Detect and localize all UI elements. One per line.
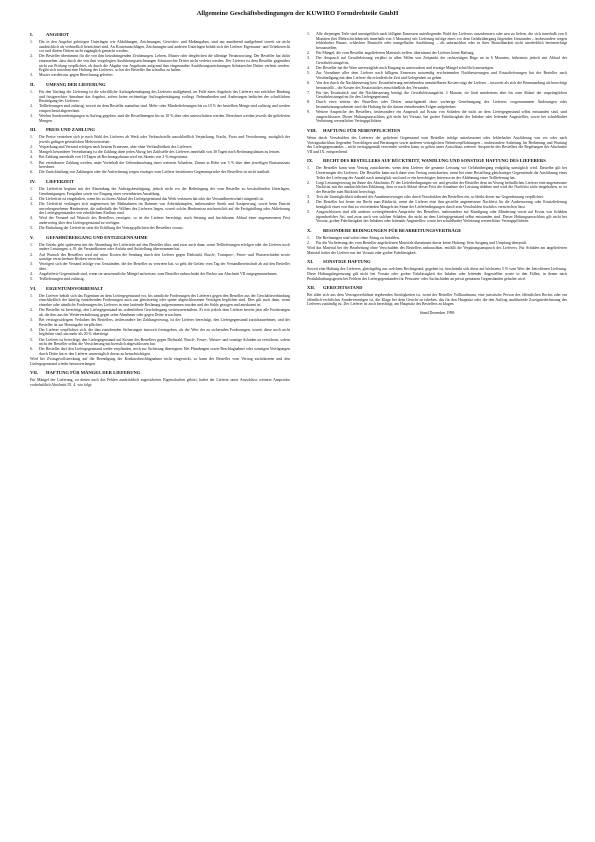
clause-text: Für die Vorlieferung des vom Besteller angelieferten Materials übernimmt dieser keine Haftung. Sein Ausgang und Umpfang überprüft.: [316, 241, 528, 246]
section-paragraph: Wird bei Zwangsvollstreckung auf die Beendigung der Konkursbeschlagnahme nicht eingewirkt, so kann der Besteller vom Vertrag zurücktreten und den Liefergegenstand wieder herausverlangen.: [30, 357, 290, 366]
clause-item: [307, 241, 567, 246]
clause-number: 6.: [307, 80, 310, 85]
clause-number: 9.: [307, 110, 310, 115]
left-column: [30, 32, 290, 392]
section-title: GEFAHRÜBERGANG UND ENTGEGENNAHME: [46, 234, 148, 240]
clause-number: 2.: [307, 180, 310, 185]
clause-number: 1.: [30, 40, 33, 44]
clause-text: Bei Zahlung innerhalb von 10 Tagen ab Rechnungsdatum wird ein Skonto von 2 % eingeräumt.: [39, 155, 188, 160]
section-title: HAFTUNG FÜR NEBENPFLICHTEN: [323, 128, 401, 134]
clause-text: Die Gefahr geht spätestens mit der Absendung der Lieferteile auf den Besteller über, und zwar auch dann, wenn Teillieferungen erfolgen oder der Lieferer noch andere Leistungen, z. B. die Versandkosten oder Anfuhr und Aufstellung übernommen hat.: [39, 242, 290, 252]
section: [307, 285, 567, 307]
section-heading: [30, 235, 290, 241]
clause-item: [307, 110, 567, 124]
clause-item: [307, 181, 567, 195]
clause-text: Der Besteller hat ferner ein Recht zum Rücktritt, wenn der Lieferer eine ihm gestellte angemessene Nachfrist für die Ausbesserung oder Ersatzlieferung bezüglich eines von ihm zu vertretenden Mangels im Sinne der Lieferbedingungen durch sein Verschulden fruchtlos verstreichen lässt.: [316, 200, 567, 209]
section-number: XI.: [307, 259, 314, 265]
clause-number: 1.: [30, 135, 33, 140]
clause-item: [307, 51, 567, 56]
clause-text: Von den durch die Nachbesserung bzw. Ersatzlieferung entstehenden unmittelbaren Kosten trägt der Lieferer – insoweit als sich die Beanstandung als berechtigt herausstellt – die Kosten des Ersatzstückes einschließlich des Versandes.: [316, 80, 567, 90]
clause-item: [30, 277, 290, 282]
section: [30, 370, 290, 387]
clause-number: 4.: [307, 200, 310, 205]
section-heading: [30, 32, 290, 38]
clause-text: Durch etwa seitens des Bestellers oder Dritter unsachgemäß ohne vorherige Genehmigung des Lieferers vorgenommene Änderungen oder Instandsetzungsarbeiten wird die Haftung für die daraus entstehenden Folgen aufgehoben.: [316, 100, 567, 110]
clause-text: Bei vertragswidrigem Verhalten des Bestellers, insbesondere bei Zahlungsverzug, ist der Lieferer berechtigt, den Liefergegenstand zurückzunehmen, und der Besteller ist zur Herausgabe verpflichtet.: [39, 318, 290, 327]
section-paragraph: Wenn durch Verschulden des Lieferers der gelieferte Gegenstand vom Besteller infolge unterlassener oder fehlerhafter Ausführung von vor oder nach Vertragsabschluss liegenden Vorschlägen und Beratungen sowie anderen vertraglichen Nebenverpflichtungen – insbesondere Anleitung für Bedienung und Wartung des Liefergegenstandes – nicht vertragsgemäß verwendet werden kann, so gelten unter Ausschluss weiterer Ansprüche des Bestellers die Regelungen der Abschnitte VII und IX. entsprechend.: [307, 136, 567, 154]
section-heading: [307, 228, 567, 234]
clause-number: 5.: [30, 226, 33, 231]
section: [30, 179, 290, 231]
clause-item: [30, 202, 290, 216]
clause-item: [30, 318, 290, 327]
clause-item: [30, 338, 290, 347]
clause-number: 1.: [30, 89, 33, 94]
clause-item: [307, 100, 567, 109]
section-number: X.: [307, 227, 312, 233]
clause-text: Teillieferungen sind zulässig, soweit sie dem Besteller zumutbar sind. Mehr- oder Minderlieferungen bis zu 10 % der bestellten Menge sind zulässig und werden entsprechend abgerechnet.: [39, 104, 290, 113]
clause-text: Die Zurückhaltung von Zahlungen oder die Aufrechnung wegen etwaiger vom Lieferer bestrittener Gegenansprüche des Bestellers ist nicht statthaft.: [39, 170, 271, 175]
clause-item: [30, 170, 290, 175]
clause-number: 3.: [307, 195, 310, 200]
section-title: ANGEBOT: [46, 32, 69, 37]
section-title: SONSTIGE HAFTUNG: [323, 259, 371, 265]
clause-text: Angelieferte Gegenstände sind, wenn sie unwesentliche Mängel aufweisen, vom Besteller unbeschadet der Rechte aus Abschnitt VII entgegenzunehmen.: [39, 272, 278, 277]
clause-text: Der Besteller darf den Liefergegenstand weder verpfänden, noch zur Sicherung übereignen. Bei Pfändungen sowie Beschlagnahme oder sonstigen Verfügungen durch Dritte hat er den Lieferer unverzüglich davon zu benachrichtigen.: [39, 347, 290, 356]
clause-item: [30, 216, 290, 225]
clause-number: 4.: [30, 327, 33, 332]
clause-text: Der Besteller kann vom Vertrag zurücktreten, wenn dem Lieferer die gesamte Leistung vor Gefahrübergang endgültig unmöglich wird. Dasselbe gilt bei Unvermögen des Lieferers. Der Besteller kann auch dann vom Vertrag zurücktreten, wenn bei einer Bestellung gleichartiger Gegenstände die Ausführung eines Teiles der Lieferung der Anzahl nach unmöglich wird und er ein berechtigtes Interesse an der Ablehnung einer Teillieferung hat.: [316, 166, 567, 180]
clause-item: [307, 195, 567, 200]
section-title: UMFANG DER LIEFERUNG: [46, 81, 106, 87]
clause-item: [307, 166, 567, 180]
clause-item: [30, 73, 290, 78]
clause-number: 3.: [30, 318, 33, 322]
clause-item: [30, 253, 290, 262]
clause-number: 1.: [30, 242, 33, 247]
clause-number: 3.: [30, 262, 33, 267]
section-paragraph: Bei allen sich aus dem Vertragsverhältnis ergebenden Streitigkeiten ist, wenn der Besteller Vollkaufmann, eine juristische Person des öffentlichen Rechts oder ein öffentlich-rechtliches Sondervermögen ist, die Klage bei dem Gericht zu erheben, das für den Hauptsitz oder die den Auftrag ausführende Zweigniederlassung des Lieferers zuständig ist. Der Lieferer ist auch berechtigt, am Hauptsitz des Bestellers zu klagen.: [307, 293, 567, 307]
clause-item: [30, 294, 290, 308]
clause-text: Die Rechnungen sind sofort ohne Abzug zu bezahlen.: [316, 235, 400, 240]
clause-item: [30, 272, 290, 277]
clause-text: Alle diejenigen Teile sind unentgeltlich nach billigem Ermessen unterliegender Wahl des Lieferers auszubessern oder neu zu liefern, die sich innerhalb von 6 Monaten (bei Mehrschichtbetrieb innerhalb von 3 Monaten) seit Lieferung infolge eines vor dem Gefahrübergang liegenden Umstandes – insbesondere wegen fehlerhafter Bauart, schlechter Baustoffe oder mangelhafter Ausführung – als unbrauchbar oder in ihrer Brauchbarkeit nicht unerheblich beeinträchtigt herausstellen.: [316, 32, 567, 50]
clause-text: Verpackung und Versand erfolgen nach bestem Ermessen, aber ohne Verbindlichkeit des Lieferers.: [39, 145, 193, 150]
clause-text: Für den Umfang der Lieferung ist die schriftliche Auftragsbestätigung des Lieferers maßgebend, im Falle eines Angebots des Lieferers mit zeitlicher Bindung und fristgerechter Annahme das Angebot, sofern keine rechtzeitige Auftragsbestätigung vorliegt. Nebenabreden und Änderungen bedürfen der schriftlichen Bestätigung des Lieferers.: [39, 89, 290, 104]
clause-text: Muster werden nur gegen Berechnung geliefert.: [39, 73, 114, 78]
clause-number: 4.: [30, 272, 33, 277]
section-number: VIII.: [307, 128, 317, 134]
section-number: IV.: [30, 179, 36, 184]
clause-text: Ausgeschlossen sind alle anderen weitergehenden Ansprüche des Bestellers, insbesondere auf Kündigung oder Minderung sowie auf Ersatz von Schäden irgendwelcher Art, und zwar auch von solchen Schäden, die nicht an dem Liefergegenstand selbst entstanden sind. Dieser Haftungsausschluss gilt nicht bei Vorsatz, grober Fahrlässigkeit des Inhabers oder leitender Angestellter, sowie bei schuldhafter Verletzung wesentlicher Vertragspflichten.: [316, 210, 567, 224]
clause-number: 7.: [307, 90, 310, 95]
clause-text: Liegt Leistungsverzug im Sinne des Abschnitts IV der Lieferbedingungen vor und gewährt der Besteller dem im Verzug befindlichen Lieferer eine angemessene Nachfrist mit der ausdrücklichen Erklärung, dass er nach Ablauf dieser Frist die Annahme der Leistung ablehne und wird die Nachfrist nicht eingehalten, so ist der Besteller zum Rücktritt berechtigt.: [316, 180, 567, 194]
clause-item: [30, 308, 290, 317]
clause-number: 6.: [30, 170, 33, 175]
clause-item: [30, 197, 290, 202]
clause-number: 1.: [307, 32, 310, 36]
clause-item: [30, 243, 290, 252]
clause-number: 4.: [30, 155, 33, 160]
clause-text: Die in den Angebot gehörigen Unterlagen wie Abbildungen, Zeichnungen, Gewichts- und Maßangaben, sind nur annähernd maßgebend soweit sie nicht ausdrücklich als verbindlich bezeichnet sind. An Kostenanschlägen, Zeichnungen und anderen Unterlagen behält sich der Lieferer Eigentums- und Urheberrecht vor und dürfen Dritten nicht zugänglich gemacht werden.: [39, 40, 290, 54]
section: [30, 127, 290, 175]
section-number: III.: [30, 127, 37, 133]
clause-item: [307, 81, 567, 90]
clause-text: Die Preise verstehen sich je nach Wahl des Lieferers ab Werk oder Verkaufsstelle ausschließlich Verpackung, Fracht, Porto und Versicherung, zuzüglich der jeweils gültigen gesetzlichen Mehrwertsteuer.: [39, 135, 290, 144]
section-title: EIGENTUMSVORBEHALT: [46, 285, 103, 291]
section: [307, 32, 567, 124]
clause-number: 2.: [30, 308, 33, 313]
section: [30, 235, 290, 282]
clause-item: [307, 56, 567, 65]
clause-number: 2.: [30, 54, 33, 59]
clause-text: Zur Vornahme aller dem Lieferer nach billigem Ermessen notwendig erscheinenden Nachbesserungen und Ersatzlieferungen hat der Besteller nach Verständigung mit dem Lieferer die erforderliche Zeit und Gelegenheit zu geben.: [316, 71, 567, 80]
clause-number: 8.: [307, 100, 310, 105]
section-heading: [30, 179, 290, 185]
clause-number: 4.: [307, 65, 310, 70]
section-title: PREIS UND ZAHLUNG: [46, 127, 96, 133]
revision-date: Stand Dezember 1998: [419, 311, 455, 316]
clause-text: Der Lieferer verpflichtet sich, die ihm zustehenden Sicherungen insoweit freizugeben, als der Wert der zu sichernden Forderungen, soweit diese noch nicht beglichen sind, um mehr als 20 % übersteigt.: [39, 327, 290, 337]
clause-text: Der Besteller ist berechtigt, den Liefergegenstand im ordentlichen Geschäftsgang weiterzuveräußern. Er tritt jedoch dem Lieferer bereits jetzt alle Forderungen ab, die ihm aus der Weiterveräußerung gegen seine Abnehmer oder gegen Dritte erwachsen.: [39, 308, 290, 317]
clause-item: [30, 150, 290, 155]
clause-number: 4.: [30, 216, 33, 221]
clause-number: 5.: [307, 71, 310, 76]
clause-item: [307, 91, 567, 100]
clause-item: [307, 200, 567, 209]
clause-text: Für das Ersatzstück und die Nachbesserung beträgt die Gewährleistungsfrist 3 Monate, sie läuft mindestens aber bis zum Ablauf der ursprünglichen Gewährleistungsfrist für den Liefergegenstand.: [316, 90, 567, 100]
clause-item: [30, 54, 290, 72]
section-title: RECHT DES BESTELLERS AUF RÜCKTRITT, WANDLUNG UND SONSTIGE HAFTUNG DES LIEFERERS: [323, 158, 546, 164]
clause-number: 5.: [30, 337, 33, 342]
clause-number: 2.: [30, 196, 33, 201]
clause-number: 2.: [307, 241, 310, 246]
clause-item: [30, 226, 290, 231]
clause-item: [30, 145, 290, 150]
section: [30, 82, 290, 123]
clause-text: Die Lieferfrist beginnt mit der Absendung der Auftragsbestätigung, jedoch nicht vor der Beibringung der vom Besteller zu beschaffenden Unterlagen, Genehmigungen, Freigaben sowie vor Eingang einer vereinbarten Anzahlung.: [39, 187, 290, 196]
clause-text: Die Lieferfrist ist eingehalten, wenn bis zu ihrem Ablauf der Liefergegenstand das Werk verlassen hat oder die Versandbereitschaft mitgeteilt ist.: [39, 196, 265, 201]
section-number: VII.: [30, 370, 39, 376]
section-number: II.: [30, 81, 35, 87]
section-title: GERICHTSSTAND: [323, 285, 363, 291]
section: [307, 128, 567, 154]
section-paragraph: Soweit eine Haftung des Lieferers, gleichgültig aus welchem Rechtsgrund, gegeben ist, beschränkt sich diese auf höchstens 5 % vom Wert der betroffenen Lieferung. Diese Haftungsbegrenzung gilt nicht bei Vorsatz oder grober Fahrlässigkeit der Inhaber oder leitender Angestellter sowie in den Fällen, in denen nach Produkthaftungsgesetz bei Fehlern des Liefergegenstandes für Personen- oder Sachschäden an privat genutzten Gegenständen gehaftet wird.: [307, 267, 567, 281]
clause-number: 5.: [30, 277, 33, 282]
section-number: I.: [30, 32, 33, 37]
clause-item: [30, 135, 290, 144]
clause-number: 5.: [307, 210, 310, 215]
clause-number: 3.: [30, 114, 33, 119]
clause-item: [307, 66, 567, 71]
section-heading: [30, 82, 290, 88]
clause-number: 1.: [307, 235, 310, 240]
clause-text: Werden Sonderanfertigungen in Auftrag gegeben, sind die Bestellmengen bis zu 10 % über oder unterschritten werden. Berechnet werden jeweils die gelieferten Mengen.: [39, 114, 290, 123]
clause-text: Der Anspruch auf Gewährleistung verjährt in allen Fällen von Zeitpunkt der rechtzeitigen Rüge an in 6 Monaten, frühestens jedoch mit Ablauf der Gewährleistungsfrist.: [316, 56, 567, 65]
section-heading: [307, 285, 567, 291]
clause-text: Für Mängel, die vom Besteller angelieferten Materials treffen, übernimmt der Lieferer keine Haftung.: [316, 50, 475, 55]
section: [30, 286, 290, 366]
section-number: IX.: [307, 158, 314, 164]
clause-number: 3.: [30, 73, 33, 78]
clause-text: Teillieferungen sind zulässig.: [39, 277, 85, 282]
clause-item: [30, 328, 290, 337]
section-heading: [307, 158, 567, 164]
section: [307, 158, 567, 224]
clause-text: Der Besteller hat die Ware unverzüglich nach Eingang zu untersuchen und etwaige Mängel schriftlich anzuzeigen.: [316, 65, 494, 70]
section-title: LIEFERZEIT: [46, 179, 75, 184]
section-paragraph: Wird das Material bei der Bearbeitung ohne Verschulden des Bestellers unbrauchbar, entfällt die Vergütungsanspruch des Lieferers. Für Schäden am angelieferten Material haftet der Lieferer nur bei Vorsatz oder grober Fahrlässigkeit.: [307, 246, 567, 255]
clause-number: 1.: [30, 293, 33, 298]
section-paragraph: Für Mängel der Lieferung, zu denen auch das Fehlen ausdrücklich zugesicherter Eigenschaften gehört, haftet der Lieferer unter Ausschluss weiterer Ansprüche vorbehaltlich Abschnitt IX. 4. wie folgt:: [30, 378, 290, 387]
document-title: Allgemeine Geschäftsbedingungen der KUWIRO Formdrehteile GmbH: [196, 10, 399, 17]
clause-number: 3.: [30, 201, 33, 206]
clause-text: Tritt die Unmöglichkeit während des Annahmeverzuges oder durch Verschulden des Bestellers ein, so bleibt dieser zur Gegenleistung verpflichtet.: [316, 195, 544, 200]
clause-text: Auf Wunsch des Bestellers wird auf seine Kosten die Sendung durch den Lieferer gegen Diebstahl, Bruch-, Transport-, Feuer- und Wasserschäden sowie sonstige versicherbare Risiken versichert.: [39, 252, 290, 262]
clause-text: Die Lieferfrist verlängert sich angemessen bei Maßnahmen im Rahmen von Arbeitskämpfen, insbesondere Streik und Aussperrung, sowie beim Eintritt unvorhergesehener Hindernisse, die außerhalb des Willens des Lieferers liegen, soweit solche Hindernisse nachweislich auf die Fertigstellung oder Ablieferung des Liefergegenstandes von erheblichem Einfluss sind.: [39, 201, 290, 216]
clause-text: Weitere Ansprüche des Bestellers, insbesondere ein Anspruch auf Ersatz von Schäden die nicht an dem Liefergegenstand selbst entstanden sind, sind ausgeschlossen. Dieser Haftungsausschluss gilt nicht bei Vorsatz, bei grober Fahrlässigkeit der Inhaber oder leitender Angestellter, sowie bei schuldhafter Verletzung wesentlicher Vertragspflichten.: [316, 110, 567, 124]
section-heading: [30, 286, 290, 292]
right-column: [307, 32, 567, 316]
clause-number: 6.: [30, 347, 33, 352]
section-number: V.: [30, 234, 34, 240]
clause-number: 1.: [30, 187, 33, 191]
clause-text: Bei vereinbarter Zahlung werden, unter Vorbehalt der Geltendmachung eines weiteren Schadens, Zinsen in Höhe von 5 % über dem jeweiligen Basiszinssatz berechnet.: [39, 160, 290, 170]
clause-number: 2.: [30, 252, 33, 257]
clause-item: [307, 32, 567, 50]
clause-number: 5.: [30, 160, 33, 165]
section-heading: [30, 127, 290, 133]
clause-text: Verzögert sich der Versand infolge von Umständen, die der Besteller zu vertreten hat, so geht die Gefahr vom Tag der Versandbereitschaft ab auf den Besteller über.: [39, 262, 290, 271]
clause-item: [30, 40, 290, 54]
section-number: XII.: [307, 285, 316, 291]
clause-item: [30, 161, 290, 170]
section-heading: [30, 370, 290, 376]
clause-item: [30, 114, 290, 123]
section: [307, 228, 567, 256]
section: [30, 32, 290, 78]
clause-text: Die Einhaltung der Lieferfrist setzt die Erfüllung der Vertragspflichten des Bestellers voraus.: [39, 226, 184, 231]
clause-item: [307, 210, 567, 224]
clause-item: [30, 155, 290, 160]
clause-text: Der Lieferer behält sich das Eigentum an dem Liefergegenstand vor, bis sämtliche Forderungen des Lieferers gegen den Besteller aus der Geschäftsverbindung einschließlich der künftig entstehenden Forderungen auch aus gleichzeitig oder später abgeschlossenen Verträgen beglichen sind. Dies gilt auch dann, wenn einzelne oder sämtliche Forderungen des Lieferers in eine laufende Rechnung aufgenommen wurden und der Saldo gezogen und anerkannt ist.: [39, 293, 290, 308]
clause-item: [30, 262, 290, 271]
clause-number: 3.: [30, 150, 33, 155]
clause-text: Der Lieferer ist berechtigt, den Liefergegenstand auf Kosten des Bestellers gegen Diebstahl, Bruch-, Feuer-, Wasser- und sonstige Schäden zu versichern, sofern nicht der Besteller selbst die Versicherung nachweislich abgeschlossen hat.: [39, 337, 290, 347]
section-title: BESONDERE BEDINGUNGEN FÜR BEARBEITUNGSVERTRÄGE: [323, 227, 462, 233]
clause-item: [307, 71, 567, 80]
clause-item: [307, 236, 567, 241]
section: [307, 259, 567, 281]
clause-text: Der Besteller übernimmt für die von ihm beizubringenden Zeichnungen, Lehren, Muster oder dergleichen die alleinige Verantwortung. Der Besteller hat dafür einzustehen, dass durch die von ihm vorgelegten Ausführungszeichnungen Schutzrechte Dritter nicht verletzt werden. Der Lieferer ist dem Besteller gegenüber nicht zur Prüfung verpflichtet, ob durch die Abgabe von Angeboten aufgrund ihm eingesandter Ausführungszeichnungen Schutzrechte Dritter verletzt werden. Ergibt sich trotzdem eine Haftung des Lieferers, so hat der Besteller ihn schadlos zu halten.: [39, 54, 290, 73]
clause-number: 2.: [30, 104, 33, 109]
clause-text: Mangels besonderer Vereinbarung ist die Zahlung ohne jeden Abzug frei Zahlstelle des Lieferers innerhalb von 30 Tagen nach Rechnungsdatum zu leisten.: [39, 150, 281, 155]
clause-item: [30, 187, 290, 196]
section-heading: [307, 128, 567, 134]
clause-number: 3.: [307, 56, 310, 61]
clause-number: 2.: [30, 145, 33, 150]
clause-number: 2.: [307, 50, 310, 55]
section-heading: [307, 259, 567, 265]
clause-number: 1.: [307, 166, 310, 171]
clause-item: [30, 104, 290, 113]
clause-item: [30, 347, 290, 356]
section-number: VI.: [30, 285, 37, 291]
clause-text: Wird der Versand auf Wunsch des Bestellers verzögert, so ist der Lieferer berechtigt, nach Setzung und fruchtlosem Ablauf einer angemessenen Frist anderweitig über den Liefergegenstand zu verfügen.: [39, 216, 290, 225]
clause-item: [30, 90, 290, 104]
section-title: HAFTUNG FÜR MÄNGEL DER LIEFERUNG: [46, 370, 141, 376]
